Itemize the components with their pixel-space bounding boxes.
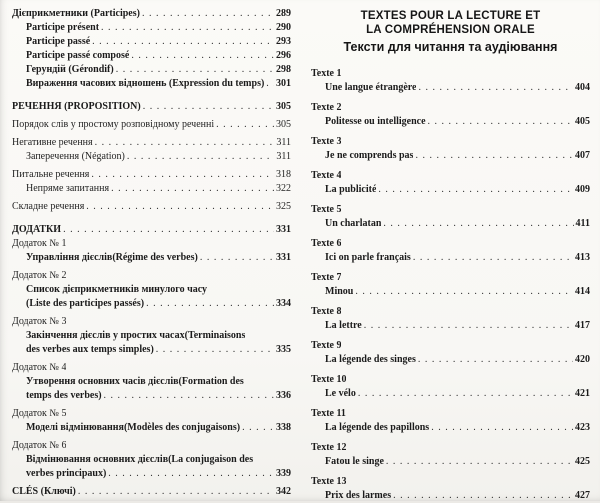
toc-entry bbox=[12, 237, 291, 251]
dot-leader bbox=[431, 421, 573, 435]
toc-entry-page: 413 bbox=[575, 252, 590, 263]
dot-leader bbox=[116, 63, 274, 77]
dot-leader bbox=[383, 217, 573, 231]
toc-entry-text: des verbes aux temps simples) bbox=[26, 344, 154, 355]
toc-entry bbox=[311, 441, 590, 455]
dot-leader bbox=[355, 285, 573, 299]
toc-entry-text: РЕЧЕННЯ (PROPOSITION) bbox=[12, 101, 141, 112]
toc-entry bbox=[311, 387, 590, 401]
texte-block bbox=[311, 305, 590, 333]
toc-entry bbox=[311, 319, 590, 333]
toc-entry-page: 301 bbox=[276, 78, 291, 89]
toc-entry-page: 421 bbox=[575, 388, 590, 399]
toc-entry-page: 420 bbox=[575, 354, 590, 365]
dot-leader bbox=[216, 118, 274, 132]
toc-entry-page: 322 bbox=[276, 183, 291, 194]
toc-entry bbox=[311, 183, 590, 197]
toc-entry bbox=[311, 339, 590, 353]
texte-block bbox=[311, 475, 590, 503]
toc-entry bbox=[12, 283, 291, 297]
toc-entry-text: La lettre bbox=[325, 320, 362, 331]
texte-block bbox=[311, 339, 590, 367]
toc-entry-text: Politesse ou intelligence bbox=[325, 116, 426, 127]
dot-leader bbox=[418, 81, 573, 95]
toc-entry-text: La légende des papillons bbox=[325, 422, 430, 433]
toc-entry bbox=[311, 217, 590, 231]
toc-entry-page: 335 bbox=[276, 344, 291, 355]
toc-entry bbox=[311, 203, 590, 217]
texte-block bbox=[311, 101, 590, 129]
toc-entry bbox=[12, 389, 291, 403]
toc-entry bbox=[311, 81, 590, 95]
toc-entry-page: 414 bbox=[575, 286, 590, 297]
toc-entry bbox=[12, 21, 291, 35]
toc-entry bbox=[12, 467, 291, 481]
toc-entry-page: 334 bbox=[276, 298, 291, 309]
toc-entry-text: Дієприкметники (Participes) bbox=[12, 8, 140, 19]
toc-entry-page: 407 bbox=[575, 150, 590, 161]
toc-entry-text: Texte 10 bbox=[311, 374, 347, 385]
toc-entry-page: 293 bbox=[276, 36, 291, 47]
toc-entry bbox=[12, 269, 291, 283]
toc-entry-text: Утворення основних часів дієслів(Formation des bbox=[26, 376, 244, 387]
toc-entry bbox=[311, 135, 590, 149]
toc-entry-page: 305 bbox=[276, 119, 291, 130]
dot-leader bbox=[428, 115, 573, 129]
toc-entry-page: 425 bbox=[575, 456, 590, 467]
texte-block bbox=[311, 203, 590, 231]
toc-entry-page: 342 bbox=[276, 486, 291, 497]
dot-leader bbox=[142, 7, 274, 21]
toc-left-column bbox=[12, 7, 291, 497]
toc-entry-page: 290 bbox=[276, 22, 291, 33]
toc-entry-text: Управління дієслів(Régime des verbes) bbox=[26, 252, 198, 263]
toc-entry-text: Моделі відмінювання(Modèles des conjugaisons) bbox=[26, 422, 241, 433]
section-title-uk: Тексти для читання та аудіювання bbox=[343, 40, 558, 54]
toc-entry bbox=[12, 168, 291, 182]
toc-entry-text: Додаток № 4 bbox=[12, 362, 67, 373]
toc-entry-text: Texte 11 bbox=[311, 408, 346, 419]
toc-entry-text: Порядок слів у простому розповідному реченні bbox=[12, 119, 215, 130]
toc-entry bbox=[12, 251, 291, 265]
toc-entry bbox=[311, 475, 590, 489]
toc-entry-text: Participe présent bbox=[26, 22, 100, 33]
toc-entry bbox=[311, 149, 590, 163]
toc-entry bbox=[12, 35, 291, 49]
texte-block bbox=[311, 441, 590, 469]
toc-entry-text: Ici on parle français bbox=[325, 252, 411, 263]
toc-entry-text: Texte 5 bbox=[311, 204, 342, 215]
toc-entry-text: Негативне речення bbox=[12, 137, 93, 148]
toc-entry-text: Prix des larmes bbox=[325, 490, 392, 501]
toc-entry bbox=[311, 271, 590, 285]
dot-leader bbox=[156, 343, 274, 357]
toc-entry bbox=[12, 361, 291, 375]
toc-entry bbox=[12, 223, 291, 237]
dot-leader bbox=[143, 100, 274, 114]
toc-entry bbox=[311, 285, 590, 299]
toc-entry-page: 298 bbox=[276, 64, 291, 75]
toc-entry bbox=[12, 453, 291, 467]
toc-entry bbox=[311, 169, 590, 183]
toc-entry-text: Герундій (Gérondif) bbox=[26, 64, 114, 75]
dot-leader bbox=[131, 49, 274, 63]
dot-leader bbox=[418, 353, 573, 367]
toc-entry-text: verbes principaux) bbox=[26, 468, 107, 479]
texte-block bbox=[311, 271, 590, 299]
toc-entry bbox=[311, 101, 590, 115]
toc-entry-text: La publicité bbox=[325, 184, 377, 195]
toc-entry bbox=[311, 67, 590, 81]
toc-entry-text: Texte 4 bbox=[311, 170, 342, 181]
texte-block bbox=[311, 135, 590, 163]
toc-entry-text: Список дієприкметників минулого часу bbox=[26, 284, 208, 295]
toc-entry-text: Texte 13 bbox=[311, 476, 347, 487]
toc-entry-text: La légende des singes bbox=[325, 354, 416, 365]
toc-entry-text: Додаток № 5 bbox=[12, 408, 67, 419]
dot-leader bbox=[104, 389, 274, 403]
toc-entry bbox=[12, 329, 291, 343]
section-title-fr-line1: TEXTES POUR LA LECTURE ET bbox=[360, 10, 541, 22]
toc-entry bbox=[311, 305, 590, 319]
toc-entry-text: Je ne comprends pas bbox=[325, 150, 414, 161]
toc-entry-text: Вираження часових відношень (Expression du temps) bbox=[26, 78, 265, 89]
toc-entry bbox=[311, 237, 590, 251]
section-header bbox=[311, 9, 590, 55]
toc-entry-page: 311 bbox=[276, 151, 291, 162]
toc-entry bbox=[12, 77, 291, 91]
dot-leader bbox=[91, 168, 274, 182]
dot-leader bbox=[111, 182, 274, 196]
toc-entry-page: 318 bbox=[276, 169, 291, 180]
toc-entry-page: 331 bbox=[276, 252, 291, 263]
texte-block bbox=[311, 169, 590, 197]
toc-entry bbox=[12, 100, 291, 114]
toc-entry-page: 338 bbox=[276, 422, 291, 433]
toc-entry-page: 417 bbox=[575, 320, 590, 331]
toc-entry-text: Закінчення дієслів у простих часах(Terminaisons bbox=[26, 330, 246, 341]
dot-leader bbox=[146, 297, 274, 311]
toc-entry-page: 325 bbox=[276, 201, 291, 212]
dot-leader bbox=[242, 421, 274, 435]
toc-entry-page: 405 bbox=[575, 116, 590, 127]
texte-block bbox=[311, 373, 590, 401]
toc-entry bbox=[311, 353, 590, 367]
toc-entry bbox=[12, 150, 291, 164]
toc-entry bbox=[12, 7, 291, 21]
toc-entry-text: Texte 12 bbox=[311, 442, 347, 453]
toc-entry-text: Un charlatan bbox=[325, 218, 382, 229]
toc-entry-page: 289 bbox=[276, 8, 291, 19]
dot-leader bbox=[200, 251, 274, 265]
toc-entry bbox=[12, 136, 291, 150]
toc-entry bbox=[12, 182, 291, 196]
toc-entry-text: Додаток № 3 bbox=[12, 316, 67, 327]
toc-entry-text: Texte 8 bbox=[311, 306, 342, 317]
toc-entry bbox=[311, 373, 590, 387]
toc-entry bbox=[12, 49, 291, 63]
toc-entry-page: 296 bbox=[276, 50, 291, 61]
toc-entry-text: Додаток № 6 bbox=[12, 440, 67, 451]
toc-entry-text: Складне речення bbox=[12, 201, 85, 212]
toc-entry-text: Texte 3 bbox=[311, 136, 342, 147]
toc-entry bbox=[12, 439, 291, 453]
toc-entry-text: CLÉS (Ключі) bbox=[12, 486, 76, 497]
toc-entry-text: Додаток № 2 bbox=[12, 270, 67, 281]
dot-leader bbox=[415, 149, 573, 163]
dot-leader bbox=[78, 485, 274, 499]
toc-entry bbox=[12, 297, 291, 311]
toc-entry bbox=[12, 407, 291, 421]
dot-leader bbox=[63, 223, 274, 237]
toc-entry bbox=[12, 421, 291, 435]
dot-leader bbox=[101, 21, 274, 35]
toc-entry-text: Participe passé composé bbox=[26, 50, 130, 61]
toc-entry bbox=[311, 421, 590, 435]
toc-entry-page: 305 bbox=[276, 101, 291, 112]
toc-entry-text: Додаток № 1 bbox=[12, 238, 67, 249]
texte-block bbox=[311, 407, 590, 435]
dot-leader bbox=[108, 467, 274, 481]
toc-entry-text: ДОДАТКИ bbox=[12, 224, 62, 235]
toc-entry-text: Minou bbox=[325, 286, 354, 297]
texte-list bbox=[311, 67, 590, 503]
toc-entry-text: Texte 7 bbox=[311, 272, 342, 283]
texte-block bbox=[311, 67, 590, 95]
toc-entry-page: 331 bbox=[276, 224, 291, 235]
toc-entry-text: Fatou le singe bbox=[325, 456, 384, 467]
dot-leader bbox=[378, 183, 573, 197]
toc-entry-page: 404 bbox=[575, 82, 590, 93]
toc-entry bbox=[311, 115, 590, 129]
toc-entry-text: Texte 6 bbox=[311, 238, 342, 249]
toc-entry-text: temps des verbes) bbox=[26, 390, 102, 401]
toc-entry-page: 336 bbox=[276, 390, 291, 401]
dot-leader bbox=[358, 387, 573, 401]
toc-entry-text: Participe passé bbox=[26, 36, 91, 47]
dot-leader bbox=[386, 455, 573, 469]
toc-entry-page: 411 bbox=[575, 218, 590, 229]
toc-right-column bbox=[311, 7, 590, 501]
toc-entry bbox=[12, 63, 291, 77]
toc-entry-text: Le vélo bbox=[325, 388, 356, 399]
toc-entry-text: Texte 2 bbox=[311, 102, 342, 113]
dot-leader bbox=[364, 319, 573, 333]
toc-entry-text: Відмінювання основних дієслів(La conjugaison des bbox=[26, 454, 254, 465]
toc-entry-text: Texte 9 bbox=[311, 340, 342, 351]
toc-entry-text: (Liste des participes passés) bbox=[26, 298, 145, 309]
toc-entry bbox=[12, 315, 291, 329]
toc-entry-page: 409 bbox=[575, 184, 590, 195]
toc-entry bbox=[311, 407, 590, 421]
toc-entry-text: Une langue étrangère bbox=[325, 82, 417, 93]
toc-entry-text: Питальне речення bbox=[12, 169, 90, 180]
toc-entry-page: 311 bbox=[276, 137, 291, 148]
dot-leader bbox=[95, 136, 275, 150]
section-title-fr-line2: LA COMPRÉHENSION ORALE bbox=[366, 24, 535, 36]
toc-entry-page: 427 bbox=[575, 490, 590, 501]
toc-entry bbox=[12, 343, 291, 357]
toc-entry bbox=[12, 485, 291, 499]
dot-leader bbox=[127, 150, 274, 164]
toc-entry-text: Texte 1 bbox=[311, 68, 342, 79]
dot-leader bbox=[86, 200, 274, 214]
toc-entry bbox=[311, 455, 590, 469]
toc-entry-page: 339 bbox=[276, 468, 291, 479]
toc-entry bbox=[311, 251, 590, 265]
dot-leader bbox=[413, 251, 573, 265]
texte-block bbox=[311, 237, 590, 265]
toc-entry bbox=[12, 375, 291, 389]
toc-entry bbox=[12, 200, 291, 214]
toc-entry bbox=[12, 118, 291, 132]
toc-entry-text: Непряме запитання bbox=[26, 183, 110, 194]
toc-entry-page: 423 bbox=[575, 422, 590, 433]
toc-entry-text: Заперечення (Négation) bbox=[26, 151, 125, 162]
dot-leader bbox=[92, 35, 274, 49]
dot-leader bbox=[266, 77, 274, 91]
